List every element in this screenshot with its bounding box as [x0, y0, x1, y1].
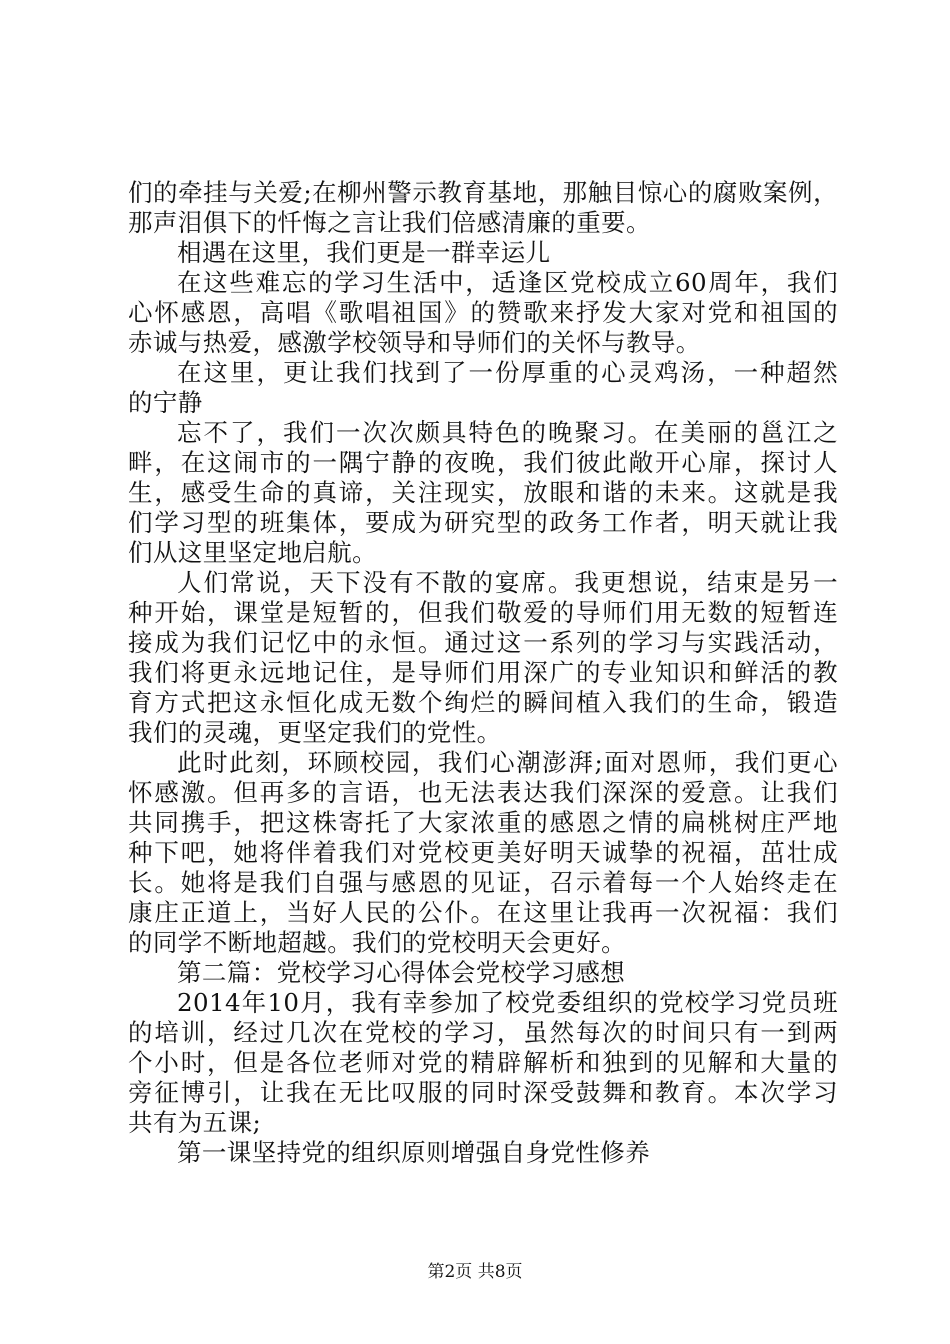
text-line: 我们的灵魂，更坚定我们的党性。 [128, 718, 502, 747]
text-line: 们的牵挂与关爱;在柳州警示教育基地，那触目惊心的腐败案例， [128, 178, 838, 207]
text-line: 赤诚与热爱，感激学校领导和导师们的关怀与教导。 [128, 328, 701, 357]
text-line: 的培训，经过几次在党校的学习，虽然每次的时间只有一到两 [128, 1018, 838, 1047]
text-line: 种开始，课堂是短暂的，但我们敬爱的导师们用无数的短暂连 [128, 598, 838, 627]
text-line: 怀感激。但再多的言语，也无法表达我们深深的爱意。让我们 [128, 778, 838, 807]
text-line: 旁征博引，让我在无比叹服的同时深受鼓舞和教育。本次学习 [128, 1078, 838, 1107]
page-footer: 第2页 共8页 [427, 1262, 523, 1282]
text-line: 的宁静 [128, 388, 203, 417]
text-line: 忘不了，我们一次次颇具特色的晚聚习。在美丽的邕江之 [177, 418, 838, 447]
text-line: 个小时，但是各位老师对党的精辟解析和独到的见解和大量的 [128, 1048, 838, 1077]
text-line: 共有为五课; [128, 1108, 262, 1137]
text-line: 畔，在这闹市的一隅宁静的夜晚，我们彼此敞开心扉，探讨人 [128, 448, 838, 477]
text-line: 心怀感恩，高唱《歌唱祖国》的赞歌来抒发大家对党和祖国的 [128, 298, 838, 327]
section-heading: 第一课坚持党的组织原则增强自身党性修养 [177, 1138, 651, 1167]
text-line: 生，感受生命的真谛，关注现实，放眼和谐的未来。这就是我 [128, 478, 838, 507]
text-line: 接成为我们记忆中的永恒。通过这一系列的学习与实践活动， [128, 628, 838, 657]
text-line: 种下吧，她将伴着我们对党校更美好明天诚挚的祝福，茁壮成 [128, 838, 838, 867]
text-line: 我们将更永远地记住，是导师们用深广的专业知识和鲜活的教 [128, 658, 838, 687]
text-line: 2014年10月，我有幸参加了校党委组织的党校学习党员班 [177, 988, 838, 1017]
text-line: 在这些难忘的学习生活中，适逢区党校成立60周年，我们 [177, 268, 838, 297]
text-line: 育方式把这永恒化成无数个绚烂的瞬间植入我们的生命，锻造 [128, 688, 838, 717]
body-text [128, 178, 838, 1168]
section-heading: 第二篇：党校学习心得体会党校学习感想 [177, 958, 626, 987]
text-line: 们学习型的班集体，要成为研究型的政务工作者，明天就让我 [128, 508, 838, 537]
text-line: 长。她将是我们自强与感恩的见证，召示着每一个人始终走在 [128, 868, 838, 897]
text-line: 康庄正道上，当好人民的公仆。在这里让我再一次祝福：我们 [128, 898, 838, 927]
text-line: 共同携手，把这株寄托了大家浓重的感恩之情的扁桃树庄严地 [128, 808, 838, 837]
text-line: 的同学不断地超越。我们的党校明天会更好。 [128, 928, 626, 957]
text-line: 人们常说，天下没有不散的宴席。我更想说，结束是另一 [177, 568, 838, 597]
section-heading: 相遇在这里，我们更是一群幸运儿 [177, 238, 551, 267]
text-line: 那声泪俱下的忏悔之言让我们倍感清廉的重要。 [128, 208, 651, 237]
text-line: 在这里，更让我们找到了一份厚重的心灵鸡汤，一种超然 [177, 358, 838, 387]
text-line: 们从这里坚定地启航。 [128, 538, 377, 567]
text-line: 此时此刻，环顾校园，我们心潮澎湃;面对恩师，我们更心 [177, 748, 838, 777]
